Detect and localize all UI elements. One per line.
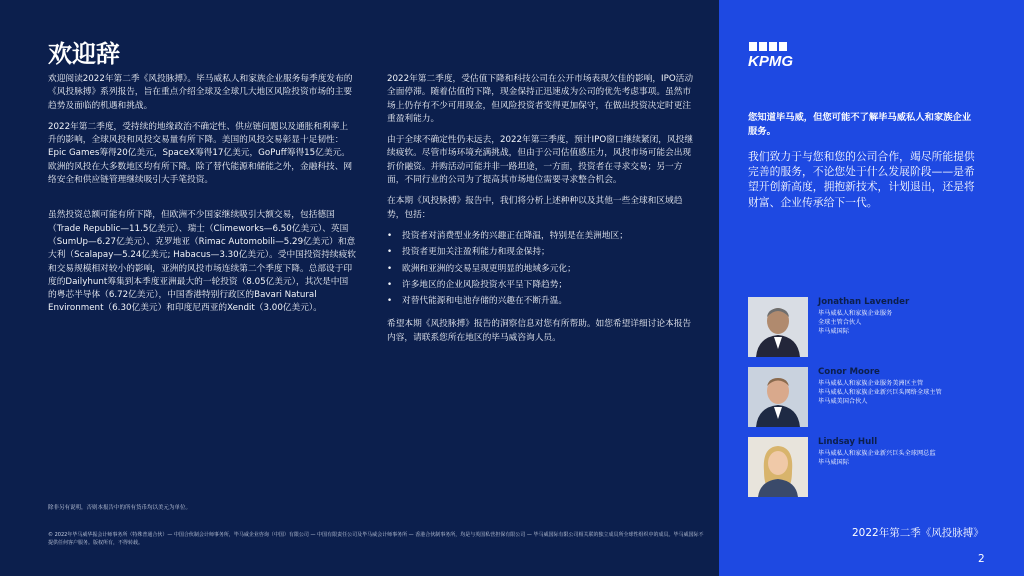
contact-name: Lindsay Hull bbox=[818, 437, 878, 447]
contact-role: 毕马威私人和家族企业服务 bbox=[818, 310, 893, 317]
trend-list bbox=[387, 230, 697, 308]
bullet-icon: • bbox=[387, 263, 393, 274]
page-title: 欢迎辞 bbox=[48, 40, 120, 68]
legal-disclaimer: © 2022年毕马威华振会计师事务所（特殊普通合伙）— 中国合伙制会计师事务所，毕马威企业咨询（中国）有限公司 — 中国有限责任公司及毕马威会计师事务所 — 香港合伙制事务所，均是与英国私营担保有限公司 — 毕马威国际有限公司相关联的独立成员所全球性组织中的成员。毕马威国际不提供任何客户服务。版权所有，不得转载。 bbox=[48, 532, 704, 546]
paragraph-global-trends: 2022年第二季度，受持续的地缘政治不确定性、供应链问题以及通胀和利率上升的影响，全球风投和风投交易量有所下降。美国的风投交易彰显十足韧性：Epic Games筹得20亿美元，SpaceX筹得17亿美元，GoPuff筹得15亿美元。欧洲的风投在大多数地区均有所下降。除了替代能源和储能之外，金融科技、网络安全和供应链管理继续吸引大手笔投资。 bbox=[48, 121, 353, 186]
avatar bbox=[748, 437, 808, 497]
contact-role: 毕马威私人和家族企业新兴巨头网络全球主管 bbox=[818, 389, 942, 396]
contact-role: 毕马威国际 bbox=[818, 328, 849, 335]
paragraph-outlook: 由于全球不确定性仍未远去，2022年第三季度，预计IPO窗口继续紧闭，风投继续疲软。尽管市场环境充满挑战，但由于公司估值感压力，风投市场可能会出现折价融资。并购活动可能并非一路坦途，一方面，投资者在寻求交易；另一方面，不同行业的公司为了提高其市场地位需要寻求整合机会。 bbox=[387, 135, 694, 186]
contact-card bbox=[748, 297, 1008, 359]
list-item: • 投资者对消费型业务的兴趣正在降温，特别是在美洲地区； bbox=[387, 230, 697, 243]
page-number: 2 bbox=[978, 553, 985, 565]
sidebar-body: 我们致力于与您和您的公司合作，竭尽所能提供完善的服务，不论您处于什么发展阶段——是希望开创新高度，拥抱新技术，计划退出，还是将财富、企业传承给下一代。 bbox=[748, 150, 975, 209]
list-item: • 对替代能源和电池存储的兴趣在不断升温。 bbox=[387, 295, 697, 308]
contact-role: 全球主管合伙人 bbox=[818, 319, 862, 326]
contact-card bbox=[748, 437, 1008, 499]
report-footer-title: 2022年第二季《风投脉搏》 bbox=[852, 527, 984, 539]
currency-footnote: 除非另有说明，否则本报告中的所有货币均以美元为单位。 bbox=[48, 505, 192, 511]
avatar bbox=[748, 367, 808, 427]
bullet-icon: • bbox=[387, 296, 393, 307]
intro-paragraph: 欢迎阅读2022年第二季《风投脉搏》。毕马威私人和家族企业服务每季度发布的《风投脉搏》系列报告，旨在重点介绍全球及全球几大地区风险投资市场的主要趋势及面临的机遇和挑战。 bbox=[48, 74, 353, 111]
contact-role: 毕马威国际 bbox=[818, 459, 849, 466]
contact-role: 毕马威私人和家族企业新兴巨头全球网总监 bbox=[818, 450, 936, 457]
sidebar-heading: 您知道毕马威，但您可能不了解毕马威私人和家族企业服务。 bbox=[748, 112, 972, 137]
svg-text:KPMG: KPMG bbox=[748, 53, 793, 70]
avatar bbox=[748, 297, 808, 357]
kpmg-logo bbox=[748, 40, 814, 70]
contact-card bbox=[748, 367, 1008, 429]
bullet-icon: • bbox=[387, 230, 393, 241]
paragraph-ipo: 2022年第二季度，受估值下降和科技公司在公开市场表现欠佳的影响，IPO活动全面停滞。随着估值的下降，现金保持正迅速成为公司的优先考虑事项。虽然市场上仍存有不少可用现金，但风险投资者变得更加保守，在做出投资决定时更注重盈利能力。 bbox=[387, 74, 694, 124]
list-item: • 欧洲和亚洲的交易呈现更明显的地域多元化； bbox=[387, 263, 697, 276]
contact-role: 毕马威私人和家族企业服务美洲区主管 bbox=[818, 380, 924, 387]
bullet-icon: • bbox=[387, 279, 393, 290]
contact-role: 毕马威美国合伙人 bbox=[818, 398, 868, 405]
paragraph-closing: 希望本期《风投脉搏》报告的洞察信息对您有所帮助。如您希望详细讨论本报告内容，请联系您所在地区的毕马威咨询人员。 bbox=[387, 319, 692, 343]
list-item: • 许多地区的企业风险投资水平呈下降趋势； bbox=[387, 279, 697, 292]
list-item: • 投资者更加关注盈利能力和现金保持； bbox=[387, 246, 697, 259]
text-column-left bbox=[48, 73, 356, 324]
bullet-icon: • bbox=[387, 247, 393, 258]
contact-name: Conor Moore bbox=[818, 367, 880, 377]
contact-name: Jonathan Lavender bbox=[818, 297, 910, 307]
paragraph-report-intro: 在本期《风投脉搏》报告中，我们将分析上述种种以及其他一些全球和区域趋势，包括： bbox=[387, 196, 683, 220]
text-column-right bbox=[387, 73, 697, 353]
paragraph-europe-asia: 虽然投资总额可能有所下降，但欧洲不少国家继续吸引大额交易，包括德国（Trade Republic—11.5亿美元）、瑞士（Climeworks—6.50亿美元）、英国（SumUp—6.27亿美元）、克罗地亚（Rimac Automobili—5.29亿美元）和意大利（Scalapay—5.24亿美元; Habacus—3.30亿美元）。受中国投资持续疲软和交易规模相对较小的影响，亚洲的风投市场连续第二个季度下降。总部设于印度的Dailyhunt筹集到本季度亚洲最大的一轮投资（8.05亿美元），其次是中国的粤芯半导体（6.72亿美元），中国香港特别行政区的Bavari Natural Environment（6.30亿美元）和印度尼西亚的Xendit（3.00亿美元）。 bbox=[48, 210, 356, 314]
